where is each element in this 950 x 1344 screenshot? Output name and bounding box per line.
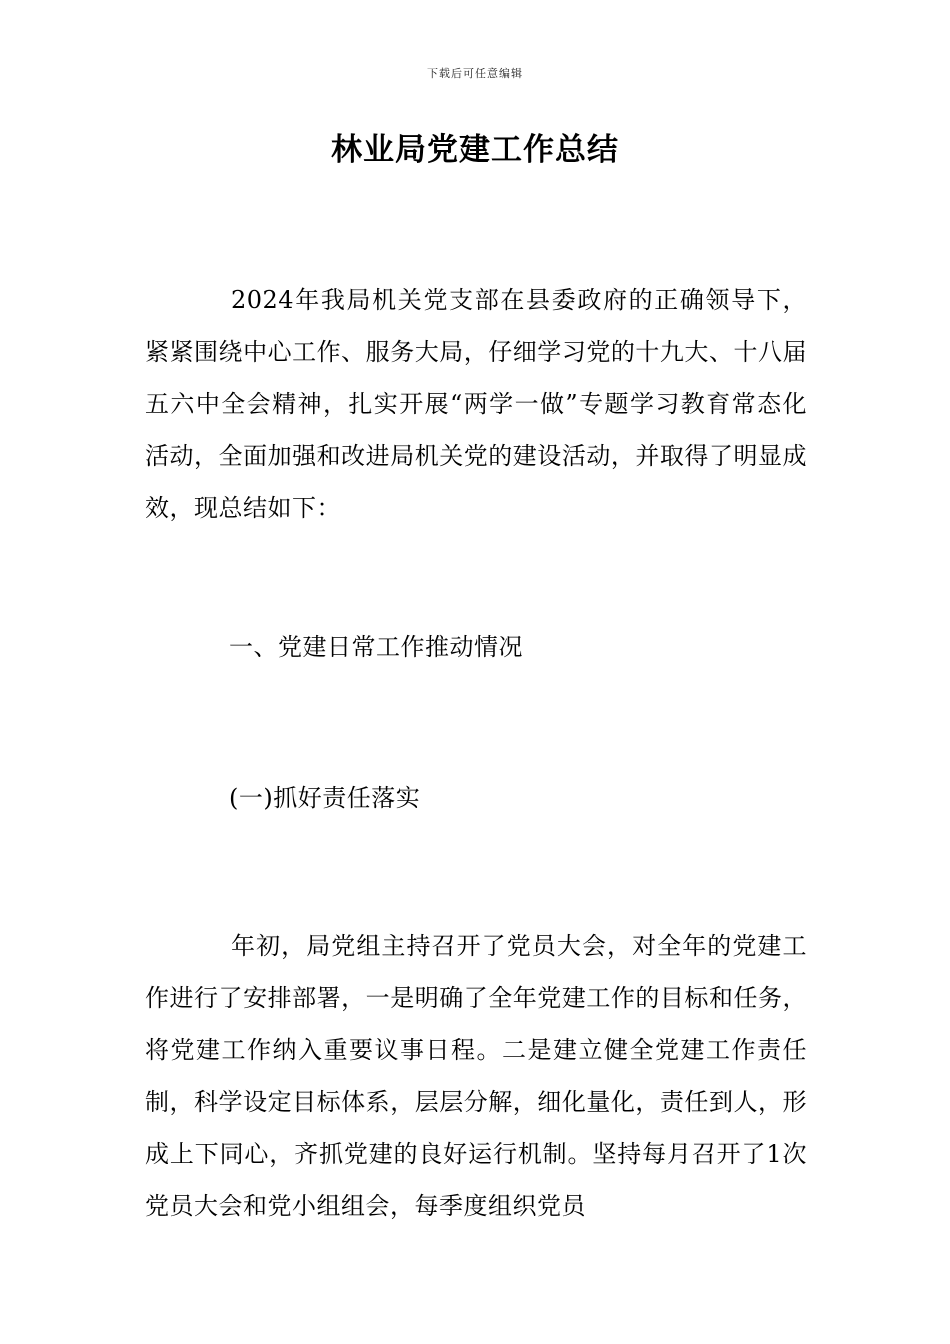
- subsection-heading-1: (一)抓好责任落实: [229, 784, 421, 812]
- body-paragraph: 年初，局党组主持召开了党员大会，对全年的党建工作进行了安排部署，一是明确了全年党建工作的目标和任务，将党建工作纳入重要议事日程。二是建立健全党建工作责任制，科学设定目标体系，层层分解，细化量化，责任到人，形成上下同心，齐抓党建的良好运行机制。坚持每月召开了1次党员大会和党小组组会，每季度组织党员: [145, 932, 807, 1220]
- intro-paragraph: 2024年我局机关党支部在县委政府的正确领导下，紧紧围绕中心工作、服务大局，仔细学习党的十九大、十八届五六中全会精神，扎实开展“两学一做”专题学习教育常态化活动，全面加强和改进局机关党的建设活动，并取得了明显成效，现总结如下：: [145, 286, 807, 522]
- page-title: 林业局党建工作总结: [331, 132, 619, 168]
- header-note: 下载后可任意编辑: [427, 67, 523, 80]
- section-heading-1: 一、党建日常工作推动情况: [229, 633, 523, 661]
